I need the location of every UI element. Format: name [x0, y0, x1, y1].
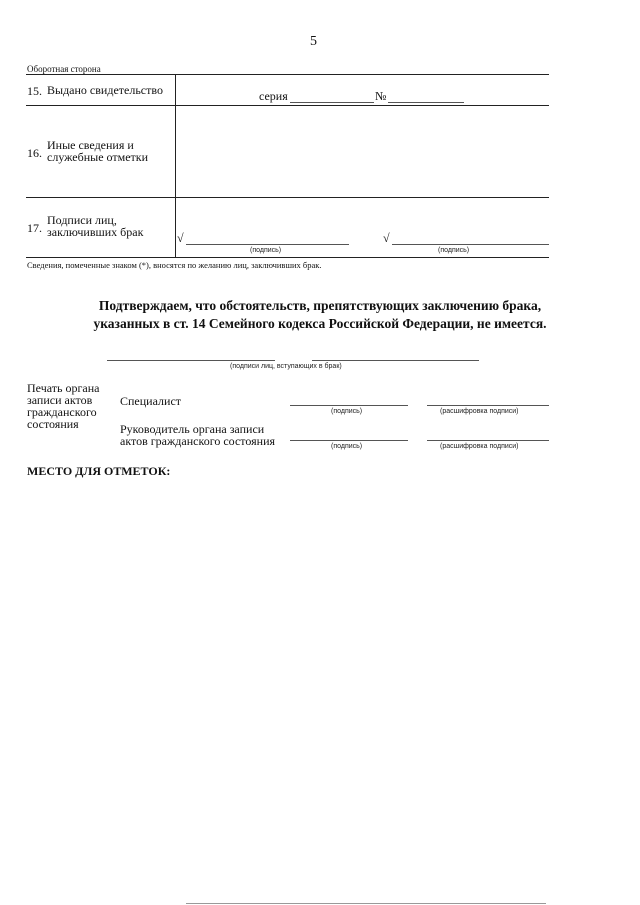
notes-area[interactable] — [27, 482, 549, 882]
signature-caption-1: (подпись) — [250, 247, 282, 254]
head-decoding-field[interactable] — [427, 440, 549, 441]
section-label: Оборотная сторона — [27, 64, 101, 74]
row15-label: Выдано свидетельство — [47, 83, 163, 97]
specialist-signature-caption: (подпись) — [331, 408, 363, 415]
head-label-line2: актов гражданского состояния — [120, 434, 276, 448]
scan-edge-line — [186, 903, 546, 904]
row16-label-line2: служебные отметки — [47, 150, 149, 164]
specialist-label: Специалист — [120, 394, 182, 408]
table-top-border — [26, 74, 549, 75]
couple-signature-field-2[interactable] — [312, 360, 479, 361]
notes-heading: МЕСТО ДЛЯ ОТМЕТОК: — [27, 464, 171, 478]
couple-signature-field-1[interactable] — [107, 360, 275, 361]
page-number: 5 — [310, 34, 317, 49]
stamp-line2: записи актов — [27, 393, 93, 407]
head-decoding-caption: (расшифровка подписи) — [440, 443, 519, 450]
series-field[interactable] — [290, 102, 374, 103]
row15-number: 15. — [27, 84, 42, 98]
stamp-line4: состояния — [27, 417, 79, 431]
signature-caption-2: (подпись) — [438, 247, 470, 254]
stamp-line3: гражданского — [27, 405, 97, 419]
confirmation-line2: указанных в ст. 14 Семейного кодекса Российской Федерации, не имеется. — [93, 316, 547, 331]
specialist-signature-field[interactable] — [290, 405, 408, 406]
table-row15-border — [26, 105, 549, 106]
head-signature-field[interactable] — [290, 440, 408, 441]
signature-field-1[interactable] — [186, 244, 349, 245]
checkmark-1: √ — [177, 231, 184, 245]
row17-number: 17. — [27, 221, 42, 235]
couple-signature-caption: (подписи лиц, вступающих в брак) — [230, 363, 342, 370]
row17-label-line2: заключивших брак — [47, 225, 144, 239]
table-row16-border — [26, 197, 549, 198]
confirmation-line1: Подтверждаем, что обстоятельств, препятствующих заключению брака, — [98, 298, 542, 313]
row16-notes-area[interactable] — [177, 107, 548, 196]
stamp-line1: Печать органа — [27, 381, 100, 395]
head-signature-caption: (подпись) — [331, 443, 363, 450]
table-column-divider — [175, 74, 176, 258]
specialist-decoding-field[interactable] — [427, 405, 549, 406]
specialist-decoding-caption: (расшифровка подписи) — [440, 408, 519, 415]
row16-label-line1: Иные сведения и — [47, 138, 134, 152]
row16-number: 16. — [27, 146, 42, 160]
head-label-line1: Руководитель органа записи — [120, 422, 265, 436]
number-field[interactable] — [388, 102, 464, 103]
checkmark-2: √ — [383, 231, 390, 245]
row17-label-line1: Подписи лиц, — [47, 213, 117, 227]
table-bottom-border — [26, 257, 549, 258]
signature-field-2[interactable] — [392, 244, 549, 245]
series-label: серия — [259, 89, 288, 103]
number-sign: № — [375, 89, 387, 103]
footnote: Сведения, помеченные знаком (*), вносятся по желанию лиц, заключивших брак. — [27, 260, 322, 270]
